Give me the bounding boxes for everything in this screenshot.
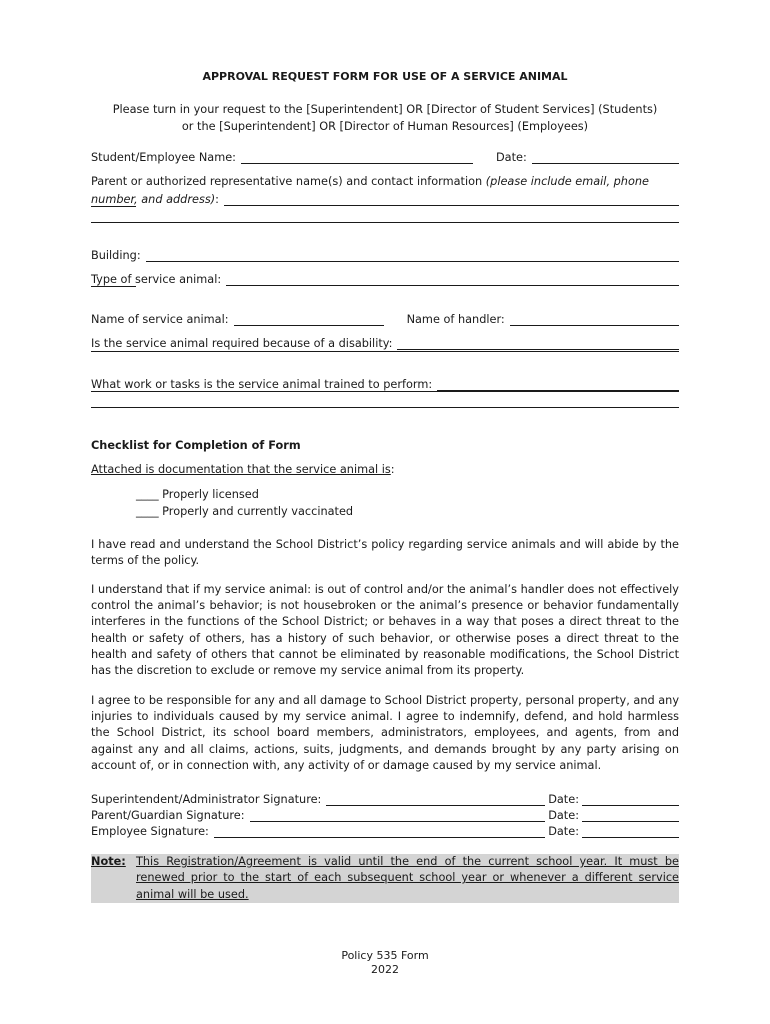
parent-rep-field[interactable] xyxy=(224,193,679,206)
parent-rep-field-cont[interactable] xyxy=(91,206,136,207)
parent-date-field[interactable] xyxy=(582,809,679,822)
parent-rep-row xyxy=(91,190,679,206)
intro-line-1: Please turn in your request to the [Superintendent] OR [Director of Student Services] (Students) xyxy=(112,103,658,116)
superintendent-date-field[interactable] xyxy=(582,793,679,806)
student-employee-name-label: Student/Employee Name: xyxy=(91,151,236,164)
building-label: Building: xyxy=(91,249,141,262)
student-employee-name-field[interactable] xyxy=(241,151,473,164)
checklist-item-vaccinated[interactable]: ____ Properly and currently vaccinated xyxy=(136,505,354,518)
checklist-heading: Checklist for Completion of Form xyxy=(91,439,301,452)
employee-signature-label: Employee Signature: xyxy=(91,825,209,838)
employee-signature-row xyxy=(91,822,679,838)
name-date-row xyxy=(91,148,679,164)
work-tasks-label: What work or tasks is the service animal trained to perform: xyxy=(91,378,433,391)
disability-field-line-2[interactable] xyxy=(91,351,679,352)
type-of-animal-field[interactable] xyxy=(226,273,679,286)
date-field[interactable] xyxy=(532,151,679,164)
exclusion-paragraph: I understand that if my service animal: is out of control and/or the animal’s handler does not effectively control the animal’s behavior; is not housebroken or the animal’s presence or behavior fundamentally interferes in the functions of the School District; or behaves in a way that poses a direct threat to the health or safety of others, has a history of such behavior, or otherwise poses a direct threat to the health and safety of others that cannot be eliminated by reasonable modifications, the School District has the discretion to exclude or remove my service animal from its property. xyxy=(91,583,679,678)
parent-rep-italic-a: (please include email, phone xyxy=(485,175,649,188)
acknowledgement-paragraph: I have read and understand the School District’s policy regarding service animals and will abide by the terms of the policy. xyxy=(91,538,679,568)
work-tasks-row xyxy=(91,375,679,391)
parent-signature-label: Parent/Guardian Signature: xyxy=(91,809,245,822)
employee-date-label: Date: xyxy=(548,825,579,838)
parent-rep-colon: : xyxy=(215,193,219,206)
date-label: Date: xyxy=(495,151,527,164)
name-of-animal-field[interactable] xyxy=(234,313,384,326)
building-field[interactable] xyxy=(146,249,679,262)
parent-date-label: Date: xyxy=(548,809,579,822)
checklist-item-licensed[interactable]: ____ Properly licensed xyxy=(136,488,259,501)
intro-line-2: or the [Superintendent] OR [Director of Human Resources] (Employees) xyxy=(181,119,589,133)
type-row xyxy=(91,270,679,286)
page-footer xyxy=(91,949,679,977)
parent-rep-text: Parent or authorized representative name(s) and contact information xyxy=(91,175,486,188)
superintendent-signature-label: Superintendent/Administrator Signature: xyxy=(91,793,322,806)
disability-field[interactable] xyxy=(397,337,679,350)
parent-rep-field-line-2[interactable] xyxy=(91,222,679,223)
name-of-handler-label: Name of handler: xyxy=(406,313,505,326)
employee-signature-field[interactable] xyxy=(214,825,545,838)
parent-rep-italic-b: number, and address) xyxy=(91,193,216,206)
employee-date-field[interactable] xyxy=(582,825,679,838)
intro-instructions xyxy=(91,102,679,135)
validity-note xyxy=(91,854,679,903)
type-of-animal-label: Type of service animal: xyxy=(91,273,222,286)
note-text: This Registration/Agreement is valid until the end of the current school year. It must be renewed prior to the start of each subsequent school year or whenever a different service animal will be used. xyxy=(136,854,679,903)
animal-handler-row xyxy=(91,310,679,326)
indemnification-paragraph: I agree to be responsible for any and all damage to School District property, personal property, and any injuries to individuals caused by my service animal. I agree to indemnify, defend, and hold harmless the School District, its school board members, administrators, employees, and agents, from and against any and all claims, actions, suits, judgments, and demands brought by any party arising on account of, or in connection with, any activity of or damage caused by my service animal. xyxy=(91,694,680,772)
type-of-animal-field-cont[interactable] xyxy=(91,286,136,287)
footer-policy: Policy 535 Form xyxy=(341,949,429,962)
work-tasks-field-line-2[interactable] xyxy=(91,391,679,392)
superintendent-date-label: Date: xyxy=(548,793,579,806)
form-title: APPROVAL REQUEST FORM FOR USE OF A SERVICE ANIMAL xyxy=(202,70,568,83)
superintendent-signature-row xyxy=(91,790,679,806)
name-of-handler-field[interactable] xyxy=(510,313,679,326)
disability-row xyxy=(91,334,679,350)
parent-rep-label xyxy=(91,174,679,191)
superintendent-signature-field[interactable] xyxy=(326,793,545,806)
checklist-subheading-text: Attached is documentation that the service animal is xyxy=(91,463,391,476)
parent-signature-field[interactable] xyxy=(250,809,546,822)
name-of-animal-label: Name of service animal: xyxy=(91,313,229,326)
work-tasks-field[interactable] xyxy=(437,378,679,391)
building-row xyxy=(91,246,679,262)
checklist-subheading-colon: : xyxy=(390,463,395,476)
footer-year: 2022 xyxy=(371,963,399,976)
disability-label: Is the service animal required because of a disability: xyxy=(91,337,393,350)
note-label: Note: xyxy=(91,854,136,903)
checklist-subheading xyxy=(91,463,395,476)
parent-signature-row xyxy=(91,806,679,822)
work-tasks-field-line-3[interactable] xyxy=(91,407,679,408)
